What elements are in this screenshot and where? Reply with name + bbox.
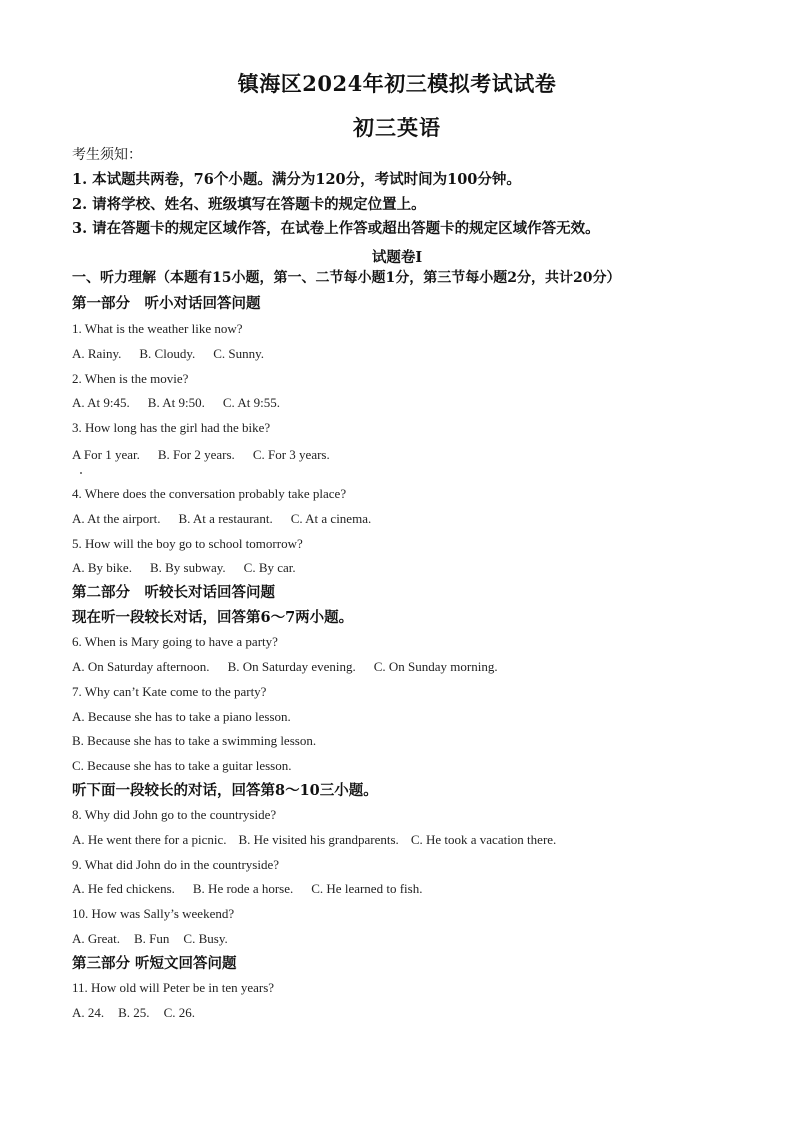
part3-heading: 第三部分 听短文回答问题 [72,955,237,972]
notice-item-2: 2. 请将学校、姓名、班级填写在答题卡的规定位置上。 [72,196,426,213]
question-5-option-b: B. By subway. [149,560,226,575]
question-11-option-c: C. 26. [163,1005,195,1020]
question-9-option-c: C. He learned to fish. [311,881,423,896]
question-3-option-c: C. For 3 years. [252,447,330,462]
question-9-options [72,882,422,896]
stray-dot [80,472,82,474]
question-3-option-b: B. For 2 years. [157,447,235,462]
question-11-option-a: A. 24. [72,1005,105,1020]
question-7-option-a: A. Because she has to take a piano lesson. [72,709,291,724]
question-2-options [72,396,280,410]
question-11-options [72,1006,195,1020]
question-10-option-a: A. Great. [72,931,121,946]
question-9-stem: 9. What did John do in the countryside? [72,857,280,872]
question-8-options [72,833,556,847]
question-6-option-c: C. On Sunday morning. [373,659,498,674]
question-4-option-c: C. At a cinema. [290,511,372,526]
question-5-stem: 5. How will the boy go to school tomorrow? [72,536,303,551]
question-10-option-c: C. Busy. [183,931,228,946]
question-1-option-a: A. Rainy. [72,346,122,361]
question-3-options [72,448,330,462]
part2-subheading-2: 听下面一段较长的对话，回答第8～10三小题。 [72,782,378,799]
notice-item-1: 1. 本试题共两卷，76个小题。满分为120分，考试时间为100分钟。 [72,171,521,188]
listening-section-heading: 一、听力理解（本题有15小题，第一、二节每小题1分，第三节每小题2分，共计20分） [72,270,621,286]
question-2-option-b: B. At 9:50. [147,395,205,410]
question-6-options [72,660,498,674]
part2-heading: 第二部分 听较长对话回答问题 [72,584,275,601]
question-6-stem: 6. When is Mary going to have a party? [72,634,278,649]
question-4-option-a: A. At the airport. [72,511,161,526]
question-5-options [72,561,296,575]
question-5-option-a: A. By bike. [72,560,132,575]
question-4-stem: 4. Where does the conversation probably take place? [72,486,347,501]
question-11-stem: 11. How old will Peter be in ten years? [72,980,275,995]
exam-subject: 初三英语 [353,115,441,140]
question-7-stem: 7. Why can’t Kate come to the party? [72,684,267,699]
question-8-option-b: B. He visited his grandparents. [238,832,399,847]
question-1-option-c: C. Sunny. [213,346,265,361]
paper-label: 试题卷Ⅰ [371,249,423,266]
question-9-option-b: B. He rode a horse. [192,881,294,896]
question-2-option-c: C. At 9:55. [222,395,280,410]
part2-subheading-1: 现在听一段较长对话，回答第6～7两小题。 [72,609,354,626]
question-3-option-a: A For 1 year. [72,447,140,462]
exam-title: 镇海区2024年初三模拟考试试卷 [237,71,557,96]
question-11-option-b: B. 25. [118,1005,150,1020]
question-1-option-b: B. Cloudy. [139,346,196,361]
question-1-options [72,347,264,361]
question-10-option-b: B. Fun [134,931,170,946]
notice-heading: 考生须知： [72,147,142,163]
part1-heading: 第一部分 听小对话回答问题 [72,295,261,312]
question-2-option-a: A. At 9:45. [72,395,130,410]
question-4-options [72,512,371,526]
question-8-option-a: A. He went there for a picnic. [72,832,227,847]
question-7-option-c: C. Because she has to take a guitar lesson. [72,758,292,773]
notice-item-3: 3. 请在答题卡的规定区域作答，在试卷上作答或超出答题卡的规定区域作答无效。 [72,220,600,237]
question-10-stem: 10. How was Sally’s weekend? [72,906,235,921]
question-7-option-b: B. Because she has to take a swimming lesson. [72,733,317,748]
question-6-option-b: B. On Saturday evening. [227,659,356,674]
question-9-option-a: A. He fed chickens. [72,881,175,896]
question-8-option-c: C. He took a vacation there. [410,832,557,847]
question-5-option-c: C. By car. [243,560,296,575]
question-10-options [72,932,228,946]
question-1-stem: 1. What is the weather like now? [72,321,243,336]
question-4-option-b: B. At a restaurant. [178,511,273,526]
question-3-stem: 3. How long has the girl had the bike? [72,420,271,435]
question-8-stem: 8. Why did John go to the countryside? [72,807,277,822]
question-6-option-a: A. On Saturday afternoon. [72,659,210,674]
question-2-stem: 2. When is the movie? [72,371,189,386]
